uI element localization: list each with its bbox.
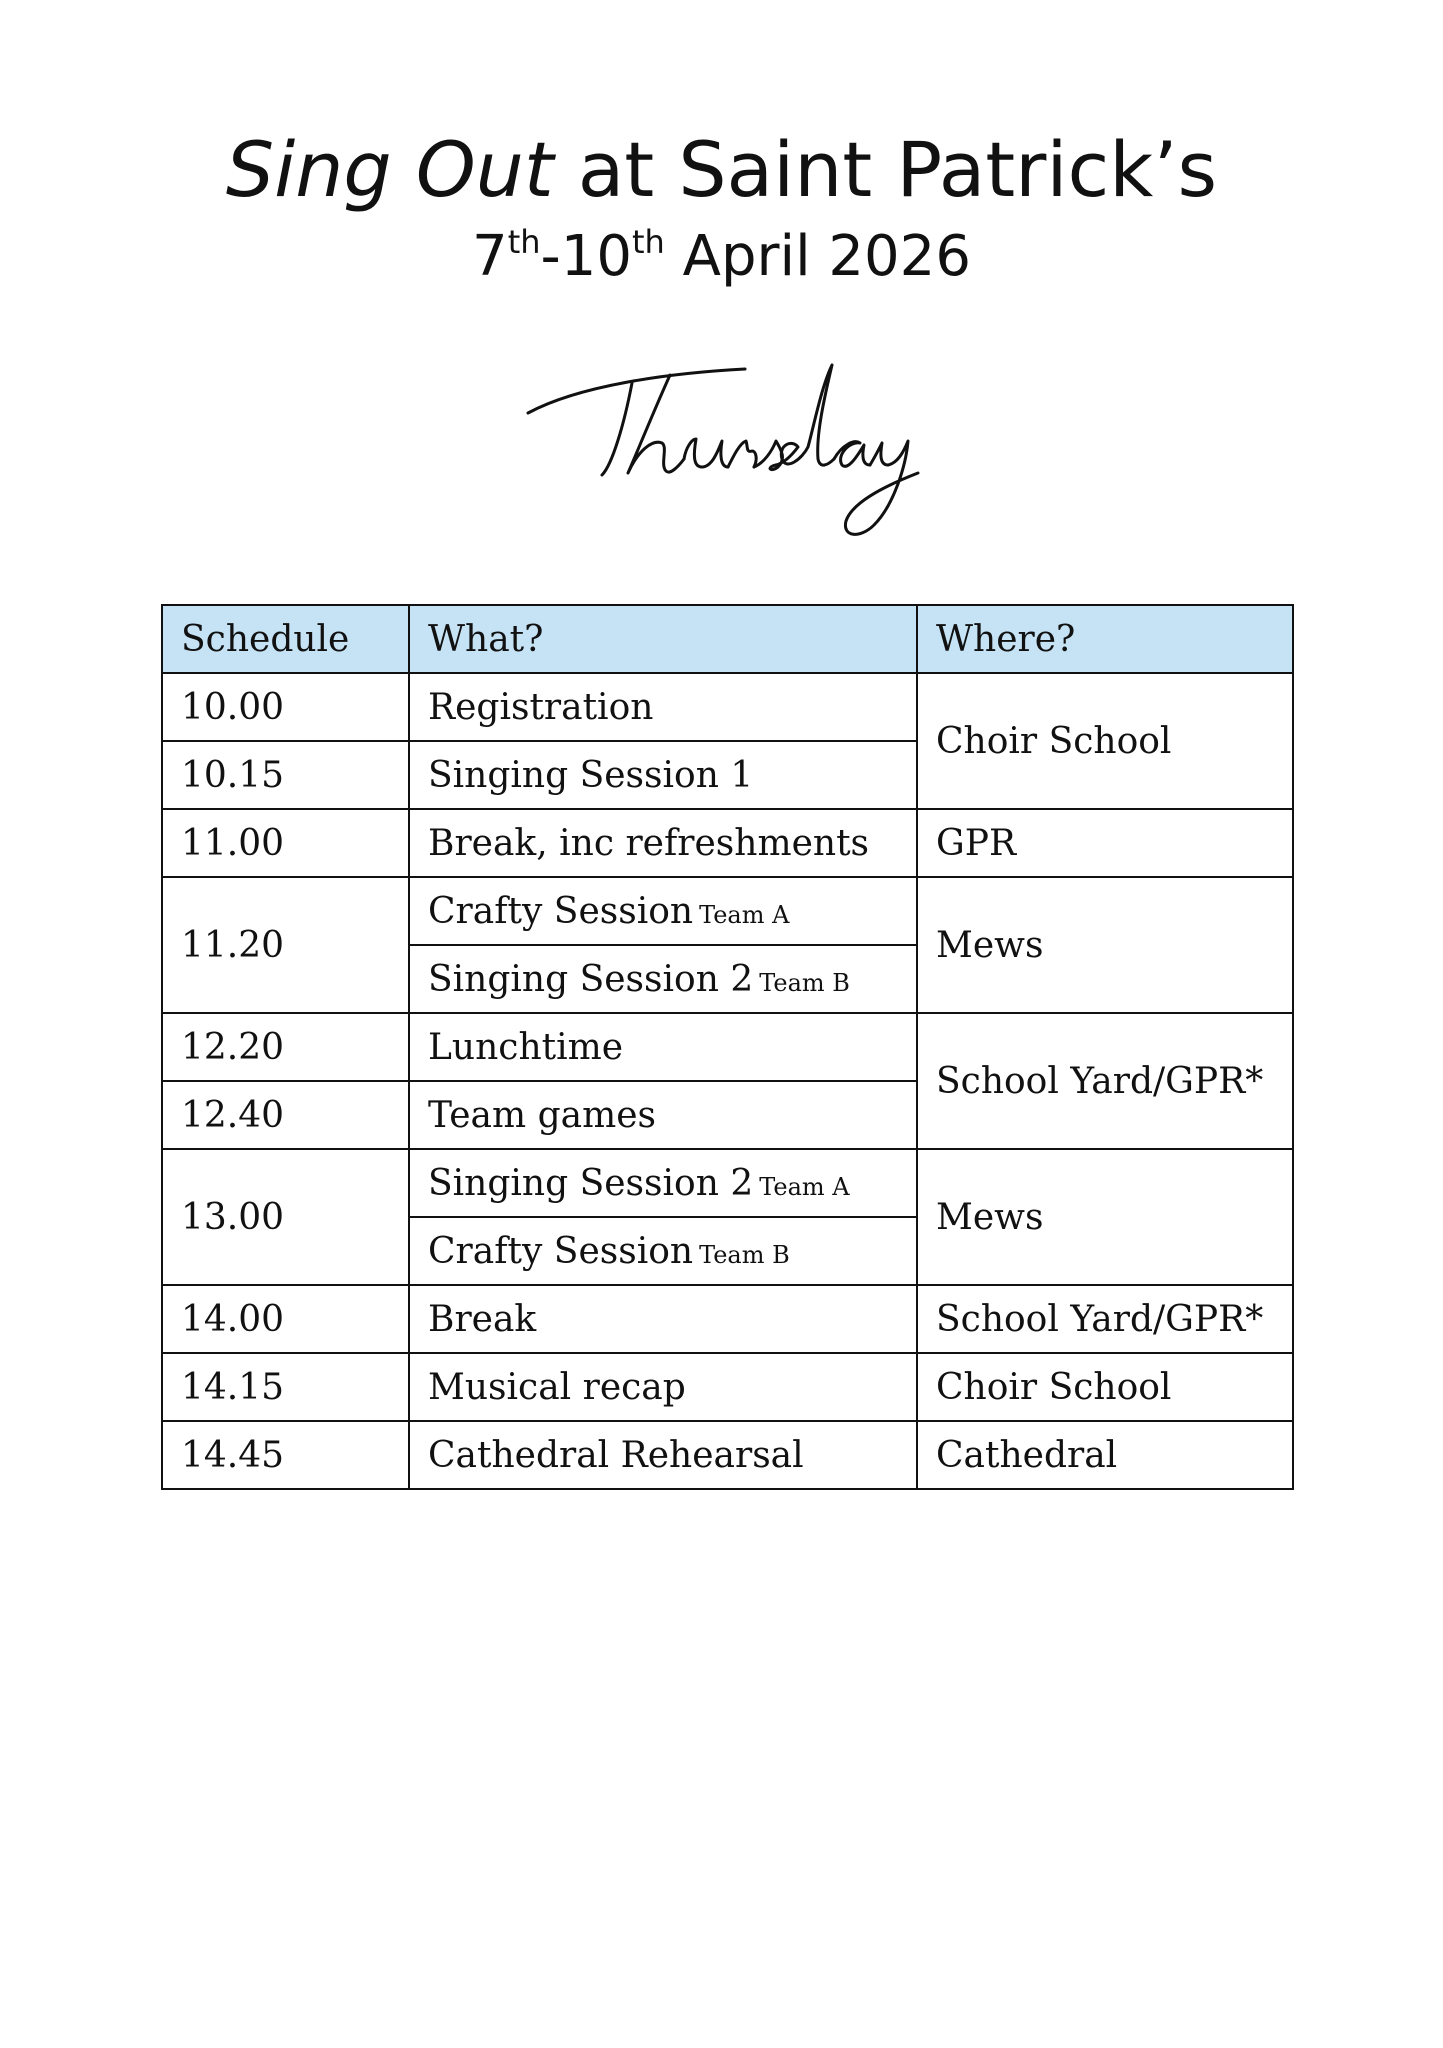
cell-time: 10.00	[162, 673, 409, 741]
cell-where: Choir School	[917, 673, 1293, 809]
cell-what: Musical recap	[409, 1353, 917, 1421]
cell-time: 14.15	[162, 1353, 409, 1421]
cell-time: 12.20	[162, 1013, 409, 1081]
cell-what: Team games	[409, 1081, 917, 1149]
cell-time: 14.00	[162, 1285, 409, 1353]
date-rest: April 2026	[664, 224, 971, 289]
activity-label: Singing Session 2	[428, 1162, 754, 1204]
cell-time: 12.40	[162, 1081, 409, 1149]
cell-what	[409, 945, 917, 1013]
cell-what: Break, inc refreshments	[409, 809, 917, 877]
event-dates	[0, 222, 1443, 292]
cell-time: 14.45	[162, 1421, 409, 1489]
cell-where: Mews	[917, 1149, 1293, 1285]
cell-what	[409, 1217, 917, 1285]
cell-where: GPR	[917, 809, 1293, 877]
date-end-day: 10	[560, 224, 632, 289]
cell-what: Singing Session 1	[409, 741, 917, 809]
table-row	[162, 1013, 1293, 1081]
activity-label: Crafty Session	[428, 1230, 694, 1272]
table-row	[162, 809, 1293, 877]
cell-where: Choir School	[917, 1353, 1293, 1421]
column-header-what: What?	[409, 605, 917, 673]
cell-time: 11.00	[162, 809, 409, 877]
column-header-schedule: Schedule	[162, 605, 409, 673]
date-start-suffix: th	[507, 223, 541, 261]
cell-what: Lunchtime	[409, 1013, 917, 1081]
cell-time: 13.00	[162, 1149, 409, 1285]
cell-what	[409, 1149, 917, 1217]
column-header-where: Where?	[917, 605, 1293, 673]
date-end-suffix: th	[632, 223, 665, 261]
cell-where: Mews	[917, 877, 1293, 1013]
table-header-row	[162, 605, 1293, 673]
schedule-table	[161, 604, 1294, 1490]
cell-where: School Yard/GPR*	[917, 1285, 1293, 1353]
table-row	[162, 1149, 1293, 1217]
date-start-day: 7	[472, 224, 508, 289]
cell-where: School Yard/GPR*	[917, 1013, 1293, 1149]
team-label: Team A	[699, 900, 790, 929]
title-rest: at Saint Patrick’s	[553, 125, 1218, 214]
date-separator: -	[540, 224, 561, 289]
table-row	[162, 877, 1293, 945]
table-row	[162, 1285, 1293, 1353]
activity-label: Crafty Session	[428, 890, 694, 932]
cell-time: 10.15	[162, 741, 409, 809]
team-label: Team B	[759, 968, 850, 997]
table-row	[162, 1421, 1293, 1489]
table-row	[162, 673, 1293, 741]
cell-where: Cathedral	[917, 1421, 1293, 1489]
team-label: Team B	[699, 1240, 790, 1269]
title-italic: Sing Out	[225, 125, 554, 214]
team-label: Team A	[759, 1172, 850, 1201]
table-row	[162, 1353, 1293, 1421]
document-title	[0, 120, 1443, 220]
cell-time: 11.20	[162, 877, 409, 1013]
cell-what: Break	[409, 1285, 917, 1353]
day-heading-script	[520, 355, 940, 545]
cell-what: Registration	[409, 673, 917, 741]
cell-what: Cathedral Rehearsal	[409, 1421, 917, 1489]
activity-label: Singing Session 2	[428, 958, 754, 1000]
cell-what	[409, 877, 917, 945]
